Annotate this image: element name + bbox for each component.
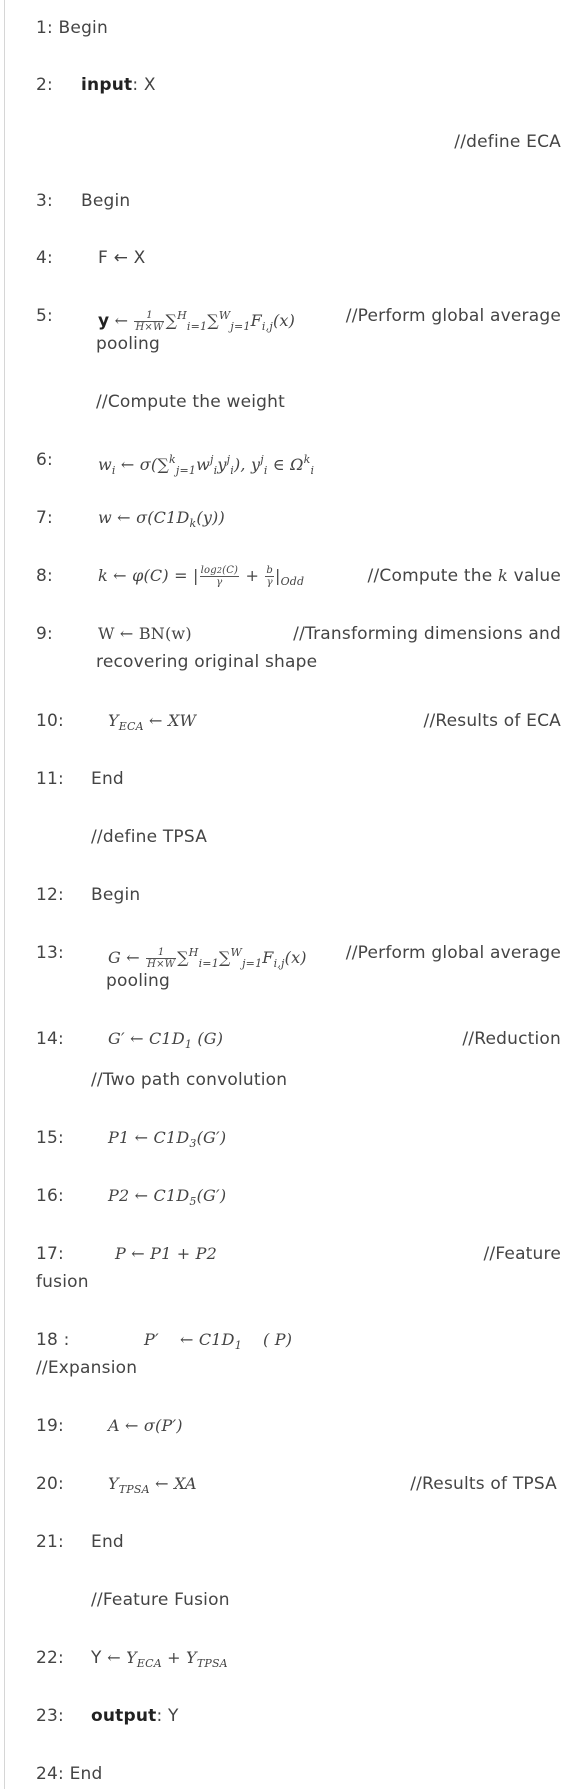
line-24 bbox=[36, 1762, 102, 1786]
line-8-comment: //Compute the k value bbox=[367, 566, 561, 586]
line-20-number: 20: bbox=[36, 1474, 64, 1494]
line-4-number: 4: bbox=[36, 248, 53, 268]
line-17-formula: P ← P1 + P2 bbox=[115, 1244, 218, 1263]
comment-feature-fusion bbox=[91, 1588, 230, 1612]
line-5-number: 5: bbox=[36, 306, 53, 326]
comment-feature-fusion-text: //Feature Fusion bbox=[91, 1590, 230, 1610]
line-15-formula: P1 ← $C1D_3(G')$ bbox=[108, 1128, 227, 1150]
comment-two-path-text: //Two path convolution bbox=[91, 1070, 288, 1090]
line-7-formula: w ← $\sigma(C1D_k(y))$ bbox=[98, 508, 225, 530]
line-22-number: 22: bbox=[36, 1648, 64, 1668]
line-20-formula: $Y_{TPSA}$ ← XA bbox=[108, 1474, 197, 1496]
line-11-text: End bbox=[91, 769, 124, 789]
line-6-number: 6: bbox=[36, 450, 53, 470]
line-19-number: 19: bbox=[36, 1416, 64, 1436]
line-17-wrap-text: fusion bbox=[36, 1272, 89, 1292]
line-3-text: Begin bbox=[81, 191, 131, 211]
line-4-text: F ← X bbox=[98, 248, 146, 268]
line-21-number: 21: bbox=[36, 1532, 64, 1552]
line-17-wrap bbox=[36, 1270, 89, 1294]
line-19-formula: A ← σ(P′) bbox=[108, 1416, 183, 1435]
line-1-text: 1: Begin bbox=[36, 18, 108, 38]
comment-define-tpsa-text: //define TPSA bbox=[91, 827, 208, 847]
line-21-text: End bbox=[91, 1532, 124, 1552]
output-value: : Y bbox=[156, 1706, 179, 1726]
line-5-comment: //Perform global average bbox=[345, 306, 561, 326]
line-9-text: W ← BN(w) bbox=[98, 624, 192, 643]
line-5-wrap-text: pooling bbox=[96, 334, 161, 354]
line-16-number: 16: bbox=[36, 1186, 64, 1206]
line-7-number: 7: bbox=[36, 508, 53, 528]
line-8-formula: k ← φ(C) = | $\frac{\log 2(C)}{\gamma}$ + $\frac{b}{\gamma}$ $|_{Odd}$ bbox=[98, 565, 305, 588]
line-23-number: 23: bbox=[36, 1706, 64, 1726]
line-20-comment: //Results of TPSA bbox=[410, 1474, 557, 1494]
comment-define-eca-text: //define ECA bbox=[454, 132, 561, 152]
line-15-number: 15: bbox=[36, 1128, 64, 1148]
comment-compute-weight-text: //Compute the weight bbox=[96, 392, 285, 412]
line-18-formula: P′ ← $C1D_1$ ( P) bbox=[144, 1330, 293, 1352]
line-16-formula: P2 ← $C1D_5(G')$ bbox=[108, 1186, 227, 1208]
line-18-number: 18 : bbox=[36, 1330, 70, 1350]
line-12-number: 12: bbox=[36, 885, 64, 905]
line-3-number: 3: bbox=[36, 191, 53, 211]
line-17-number: 17: bbox=[36, 1244, 64, 1264]
line-13-comment: //Perform global average bbox=[345, 943, 561, 963]
line-14-formula: G′ ← $C1D_1$ (G) bbox=[108, 1029, 224, 1051]
line-10-number: 10: bbox=[36, 711, 64, 731]
line-9-number: 9: bbox=[36, 624, 53, 644]
line-13-wrap bbox=[106, 969, 170, 993]
line-13-formula: G ← $\frac{1}{H\times W}$ $\sum^H_{i=1}\sum^W_{j=1}F_{i,j}(x)$ bbox=[108, 946, 307, 970]
comment-two-path bbox=[91, 1068, 287, 1092]
line-9-wrap bbox=[96, 650, 317, 674]
line-18-wrap bbox=[36, 1356, 137, 1380]
line-14-number: 14: bbox=[36, 1029, 64, 1049]
input-value: : X bbox=[132, 75, 156, 95]
line-5-formula: y ← $\frac{1}{H\times W}$ $\sum^H_{i=1}\sum^W_{j=1}F_{i,j}(x)$ bbox=[98, 309, 296, 333]
line-11-number: 11: bbox=[36, 769, 64, 789]
line-1 bbox=[36, 16, 108, 40]
line-10-formula: $Y_{ECA}$ ← XW bbox=[108, 711, 197, 733]
line-2-number: 2: bbox=[36, 75, 53, 95]
line-14-comment: //Reduction bbox=[462, 1029, 561, 1049]
line-5-wrap bbox=[96, 332, 160, 356]
line-5-y: y bbox=[98, 311, 110, 331]
input-keyword: input bbox=[81, 75, 133, 95]
line-9-wrap-text: recovering original shape bbox=[96, 652, 318, 672]
left-border bbox=[4, 0, 5, 1789]
line-12-text: Begin bbox=[91, 885, 141, 905]
line-6-formula: $w_i$ ← $\sigma(\sum^k_{j=1}w^j_iy^j_i)$, $y^j_i$ ∈ $\Omega^k_i$ bbox=[98, 453, 315, 477]
line-10-comment: //Results of ECA bbox=[423, 711, 561, 731]
line-13-number: 13: bbox=[36, 943, 64, 963]
comment-compute-weight bbox=[96, 390, 285, 414]
comment-define-tpsa bbox=[91, 825, 207, 849]
line-24-text: 24: End bbox=[36, 1764, 103, 1784]
line-17-comment: //Feature bbox=[483, 1244, 561, 1264]
line-18-wrap-text: //Expansion bbox=[36, 1358, 138, 1378]
line-22-formula: Y ← $Y_{ECA} + Y_{TPSA}$ bbox=[91, 1648, 228, 1670]
output-keyword: output bbox=[91, 1706, 157, 1726]
line-13-wrap-text: pooling bbox=[106, 971, 171, 991]
line-8-number: 8: bbox=[36, 566, 53, 586]
line-9-comment: //Transforming dimensions and bbox=[293, 624, 561, 644]
